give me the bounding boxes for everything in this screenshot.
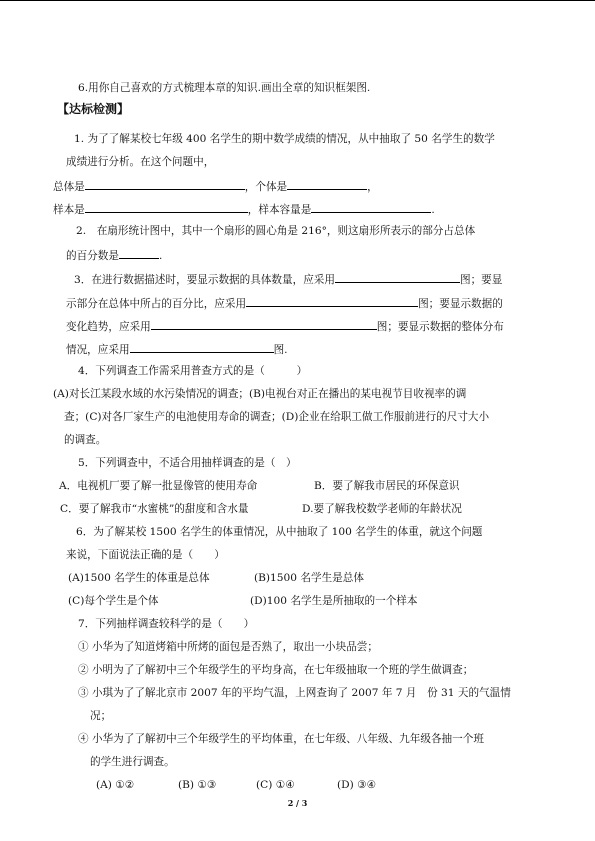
- q3-line1: 3．在进行数据描述时，要显示数据的具体数量，应采用 图；要显: [74, 271, 502, 287]
- q7-item-3: ③ 小琪为了了解北京市 2007 年的平均气温，上网查询了 2007 年 7 月 份 31 天的气温情: [78, 687, 511, 699]
- q6-line2: 来说，下面说法正确的是（ ）: [66, 549, 225, 561]
- q7-item-4-cont: 的学生进行调查。: [90, 756, 175, 768]
- q7-item-1: ① 小华为了知道烤箱中所烤的面包是否熟了，取出一小块品尝；: [78, 641, 378, 653]
- q3-blank-trend[interactable]: [151, 318, 377, 330]
- top-rule: [0, 0, 595, 1]
- q7-item-3-cont: 况；: [90, 710, 112, 722]
- q7-option-a: (A) ①②: [96, 779, 135, 791]
- q7-option-d: (D) ③④: [337, 779, 377, 791]
- q1-population-blank[interactable]: [85, 178, 245, 190]
- q4-stem: 4．下列调查工作需采用普查方式的是（ ）: [78, 365, 308, 377]
- q4-line3: 查；(C)对各厂家生产的电池使用寿命的调查；(D)企业在给职工做工作服前进行的尺寸大小: [64, 411, 490, 423]
- page-number: 2 / 3: [287, 798, 308, 808]
- q1-sample-blank[interactable]: [85, 201, 248, 213]
- q5-stem: 5．下列调查中，不适合用抽样调查的是（ ）: [78, 457, 297, 469]
- q4-line2: (A)对长江某段水域的水污染情况的调查；(B)电视台对正在播出的某电视节目收视率的调: [53, 388, 467, 400]
- q1-line4: 样本是 ，样本容量是 .: [53, 201, 435, 217]
- q1-size-label: ，样本容量是: [247, 204, 312, 216]
- q5-option-c: C．要了解我市“水蜜桃”的甜度和含水量: [60, 503, 249, 515]
- q7-stem: 7．下列抽样调查较科学的是（ ）: [78, 618, 255, 630]
- q5-option-b: B．要了解我市居民的环保意识: [314, 480, 460, 492]
- q6-option-b: (B)1500 名学生是总体: [254, 572, 364, 584]
- q7-item-4: ④ 小华为了了解初中三个年级学生的平均体重，在七年级、八年级、九年级各抽一个班: [78, 733, 484, 745]
- q1-individual-label: 个体是: [255, 181, 288, 193]
- q5-option-d: D.要了解我校数学老师的年龄状况: [302, 503, 462, 515]
- q7-item-2: ② 小明为了了解初中三个年级学生的平均身高，在七年级抽取一个班的学生做调查；: [78, 664, 474, 676]
- q3-line3: 变化趋势，应采用 图；要显示数据的整体分布: [66, 318, 504, 334]
- q3-blank-distribution[interactable]: [130, 341, 274, 353]
- q3-blank-percent[interactable]: [246, 295, 418, 307]
- q7-option-c: (C) ①④: [256, 779, 295, 791]
- q6-option-c: (C)每个学生是个体: [68, 595, 159, 607]
- q1-line2: 成绩进行分析。在这个问题中，: [66, 156, 215, 168]
- q7-option-b: (B) ①③: [178, 779, 217, 791]
- section-title: 【达标检测】: [57, 102, 130, 116]
- q6-line1: 6．为了解某校 1500 名学生的体重情况，从中抽取了 100 名学生的体重，就这个问题: [76, 526, 483, 538]
- q3-line2: 示部分在总体中所占的百分比，应采用 图；要显示数据的: [66, 295, 503, 311]
- q2-line2: 的百分数是 .: [66, 247, 162, 263]
- q1-line3: 总体是 ，个体是 ，: [53, 178, 378, 194]
- q1-individual-blank[interactable]: [287, 178, 367, 190]
- q3-line4: 情况，应采用 图.: [66, 341, 288, 357]
- q1-sample-label: 样本是: [53, 204, 85, 216]
- q5-option-a: A．电视机厂要了解一批显像管的使用寿命: [59, 480, 258, 492]
- q2-percent-blank[interactable]: [119, 247, 159, 259]
- q2-line1: 2. 在扇形统计图中，其中一个扇形的圆心角是 216°，则这扇形所表示的部分占总体: [76, 225, 476, 237]
- q1-total-label: 总体是: [53, 181, 85, 193]
- q1-size-blank[interactable]: [311, 201, 431, 213]
- q1-line1: 1. 为了了解某校七年级 400 名学生的期中数学成绩的情况，从中抽取了 50 名学生的数学: [74, 133, 495, 145]
- previous-item-6: 6.用你自己喜欢的方式梳理本章的知识.画出全章的知识框架图.: [78, 82, 371, 94]
- q4-line4: 的调查。: [64, 434, 107, 446]
- q6-option-d: (D)100 名学生是所抽取的一个样本: [250, 595, 418, 607]
- q6-option-a: (A)1500 名学生的体重是总体: [68, 572, 210, 584]
- q3-blank-quantity[interactable]: [335, 271, 460, 283]
